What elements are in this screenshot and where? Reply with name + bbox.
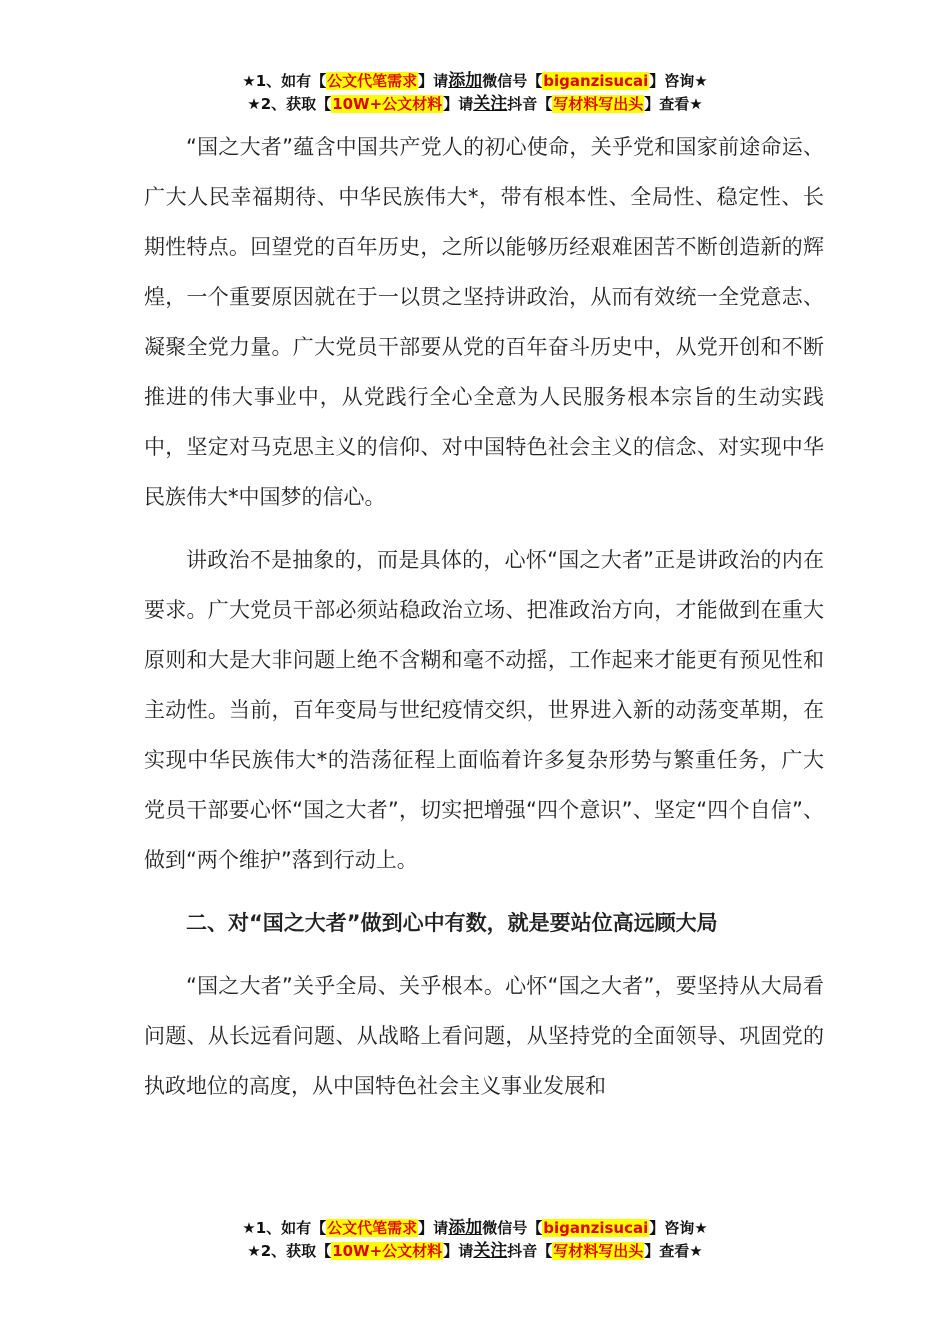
highlight-materials: 10W+公文材料	[332, 95, 443, 113]
banner-text: 】请	[418, 1219, 449, 1237]
banner-text: 微信号【	[482, 72, 543, 90]
banner-text: 抖音【	[507, 95, 553, 113]
document-body	[144, 122, 824, 1124]
underlined-text: 关注	[473, 94, 508, 114]
underlined-text: 关注	[473, 1241, 508, 1261]
highlight-wechat-id: biganzisucai	[543, 1219, 649, 1237]
banner-line-1	[0, 70, 950, 93]
highlight-douyin: 写材料写出头	[553, 95, 644, 113]
header-banner	[0, 70, 950, 116]
highlight-douyin: 写材料写出头	[553, 1242, 644, 1260]
banner-text: ★2、获取【	[247, 95, 332, 113]
banner-text: 】请	[418, 72, 449, 90]
banner-line-1	[0, 1217, 950, 1240]
section-heading: 二、对“国之大者”做到心中有数，就是要站位高远顾大局	[186, 911, 718, 935]
banner-text: ★1、如有【	[242, 72, 327, 90]
banner-text: 】请	[443, 1242, 474, 1260]
paragraph: 讲政治不是抽象的，而是具体的，心怀“国之大者”正是讲政治的内在要求。广大党员干部必须站稳政治立场、把准政治方向，才能做到在重大原则和大是大非问题上绝不含糊和毫不动摇，工作起来才能更有预见性和主动性。当前，百年变局与世纪疫情交织，世界进入新的动荡变革期，在实现中华民族伟大*的浩荡征程上面临着许多复杂形势与繁重任务，广大党员干部要心怀“国之大者”，切实把增强“四个意识”、坚定“四个自信”、做到“两个维护”落到行动上。	[144, 548, 824, 872]
banner-text: ★2、获取【	[247, 1242, 332, 1260]
banner-text: 】咨询★	[649, 1219, 708, 1237]
banner-text: 】咨询★	[649, 72, 708, 90]
underlined-text: 添加	[448, 1218, 483, 1238]
highlight-service: 公文代笔需求	[327, 1219, 418, 1237]
highlight-wechat-id: biganzisucai	[543, 72, 649, 90]
banner-text: 】请	[443, 95, 474, 113]
banner-text: 抖音【	[507, 1242, 553, 1260]
footer-banner	[0, 1217, 950, 1263]
banner-text: ★1、如有【	[242, 1219, 327, 1237]
banner-line-2	[0, 1240, 950, 1263]
banner-text: 微信号【	[482, 1219, 543, 1237]
paragraph: “国之大者”蕴含中国共产党人的初心使命，关乎党和国家前途命运、广大人民幸福期待、中华民族伟大*，带有根本性、全局性、稳定性、长期性特点。回望党的百年历史，之所以能够历经艰难困苦不断创造新的辉煌，一个重要原因就在于一以贯之坚持讲政治，从而有效统一全党意志、凝聚全党力量。广大党员干部要从党的百年奋斗历史中，从党开创和不断推进的伟大事业中，从党践行全心全意为人民服务根本宗旨的生动实践中，坚定对马克思主义的信仰、对中国特色社会主义的信念、对实现中华民族伟大*中国梦的信心。	[144, 135, 824, 509]
banner-line-2	[0, 93, 950, 116]
paragraph: “国之大者”关乎全局、关乎根本。心怀“国之大者”，要坚持从大局看问题、从长远看问题、从战略上看问题，从坚持党的全面领导、巩固党的执政地位的高度，从中国特色社会主义事业发展和	[144, 974, 824, 1098]
banner-text: 】查看★	[644, 95, 703, 113]
underlined-text: 添加	[448, 71, 483, 91]
highlight-service: 公文代笔需求	[327, 72, 418, 90]
highlight-materials: 10W+公文材料	[332, 1242, 443, 1260]
banner-text: 】查看★	[644, 1242, 703, 1260]
